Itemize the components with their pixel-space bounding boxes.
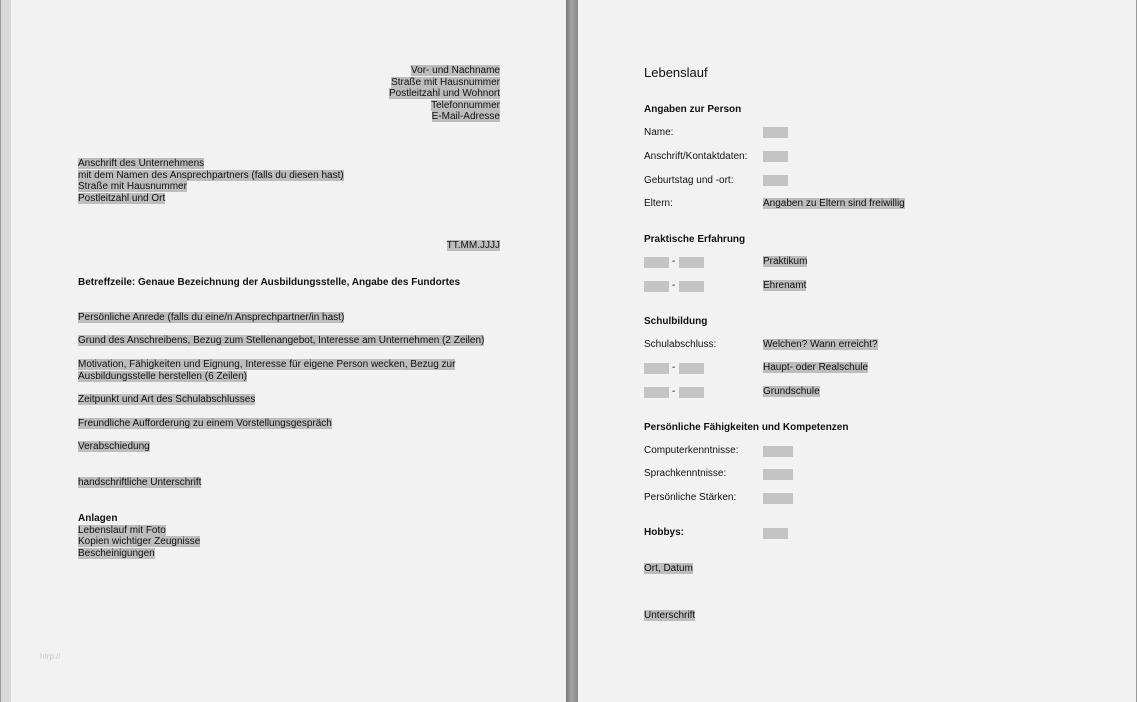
cv-signature: Unterschrift — [644, 610, 696, 621]
internship-label: Praktikum — [763, 256, 808, 267]
secondary-start-field — [644, 363, 669, 374]
secondary-end-field — [679, 363, 704, 374]
sender-name: Vor- und Nachname — [411, 65, 500, 76]
skills-heading: Persönliche Fähigkeiten und Kompetenzen — [644, 422, 849, 433]
computer-value-field — [763, 446, 793, 457]
primary-end-field — [679, 387, 704, 398]
strengths-value-field — [763, 493, 793, 504]
internship-dash: - — [672, 256, 676, 267]
parents-label: Eltern: — [644, 198, 673, 209]
primary-school-line — [763, 386, 820, 398]
volunteer-end-field — [679, 281, 704, 292]
letter-body-2-line-2: Ausbildungsstelle herstellen (6 Zeilen) — [78, 370, 247, 382]
letter-salutation: Persönliche Anrede (falls du eine/n Ansprechpartner/in hast) — [78, 312, 345, 323]
letter-body-3: Zeitpunkt und Art des Schulabschlusses — [78, 394, 256, 405]
secondary-dash: - — [672, 362, 676, 373]
volunteer-dash: - — [672, 280, 676, 291]
letter-date: TT.MM.JJJJ — [446, 240, 500, 251]
primary-school-label: Grundschule — [763, 386, 820, 397]
hobbies-value-field — [763, 528, 788, 539]
letter-signature: handschriftliche Unterschrift — [78, 477, 202, 488]
cv-title: Lebenslauf — [644, 65, 708, 80]
parents-value: Angaben zu Eltern sind freiwillig — [763, 198, 905, 209]
primary-start-field — [644, 387, 669, 398]
school-degree-line — [763, 339, 878, 351]
address-label: Anschrift/Kontaktdaten: — [644, 151, 748, 162]
letter-closing-line — [78, 441, 150, 453]
school-degree-label: Schulabschluss: — [644, 339, 717, 350]
volunteer-label: Ehrenamt — [763, 280, 807, 291]
volunteer-line — [763, 280, 806, 292]
strengths-label: Persönliche Stärken: — [644, 492, 737, 503]
internship-end-field — [679, 257, 704, 268]
letter-signature-line — [78, 477, 201, 489]
attachment-cv: Lebenslauf mit Foto — [78, 524, 166, 536]
letter-body-2-line-1: Motivation, Fähigkeiten und Eignung, Interesse für eigene Person wecken, Bezug zur — [78, 359, 456, 370]
personal-heading: Angaben zur Person — [644, 104, 742, 115]
address-value-field — [763, 151, 788, 162]
internship-line — [763, 256, 807, 268]
sender-email: E-Mail-Adresse — [431, 111, 500, 122]
letter-body-2-block — [78, 359, 455, 382]
letter-body-4: Freundliche Aufforderung zu einem Vorstellungsgespräch — [78, 418, 332, 429]
sender-phone: Telefonnummer — [431, 99, 500, 111]
letter-body-1: Grund des Anschreibens, Bezug zum Stellenangebot, Interesse am Unternehmen (2 Zeilen) — [78, 335, 485, 346]
recipient-company: Anschrift des Unternehmens — [78, 158, 205, 169]
language-value-field — [763, 469, 793, 480]
watermark: htrp:// — [40, 652, 61, 661]
parents-value-line — [763, 198, 905, 210]
letter-subject: Betreffzeile: Genaue Bezeichnung der Ausbildungsstelle, Angabe des Fundortes — [78, 277, 461, 288]
computer-label: Computerkenntnisse: — [644, 445, 739, 456]
language-label: Sprachkenntnisse: — [644, 468, 727, 479]
secondary-school-line — [763, 362, 868, 374]
attachment-certificates: Kopien wichtiger Zeugnisse — [78, 536, 201, 547]
letter-date-line — [447, 240, 500, 252]
recipient-city: Postleitzahl und Ort — [78, 192, 166, 204]
place-date-line — [644, 563, 693, 575]
name-label: Name: — [644, 127, 674, 138]
page-shadow — [1, 0, 11, 702]
sender-block — [389, 65, 500, 123]
attachments-block — [78, 513, 200, 559]
birth-label: Geburtstag und -ort: — [644, 175, 734, 186]
sender-city: Postleitzahl und Wohnort — [389, 88, 500, 99]
letter-body-1-line — [78, 335, 484, 347]
primary-dash: - — [672, 386, 676, 397]
letter-closing: Verabschiedung — [78, 441, 150, 452]
recipient-block — [78, 158, 344, 204]
recipient-contact: mit dem Namen des Ansprechpartners (falls du diesen hast) — [78, 169, 344, 181]
secondary-school-label: Haupt- oder Realschule — [763, 362, 869, 373]
letter-body-3-line — [78, 394, 255, 406]
page-gap — [566, 0, 578, 702]
volunteer-start-field — [644, 281, 669, 292]
letter-salutation-line — [78, 312, 344, 324]
school-heading: Schulbildung — [644, 316, 708, 327]
attachments-title: Anlagen — [78, 513, 118, 524]
recipient-street: Straße mit Hausnummer — [78, 181, 187, 192]
sender-street: Straße mit Hausnummer — [391, 76, 500, 88]
experience-heading: Praktische Erfahrung — [644, 234, 746, 245]
cv-signature-line — [644, 610, 695, 622]
name-value-field — [763, 127, 788, 138]
letter-body-4-line — [78, 418, 332, 430]
internship-start-field — [644, 257, 669, 268]
hobbies-label: Hobbys: — [644, 527, 684, 538]
place-date: Ort, Datum — [644, 563, 693, 574]
school-degree-value: Welchen? Wann erreicht? — [763, 339, 878, 350]
attachment-confirmations: Bescheinigungen — [78, 547, 155, 559]
birth-value-field — [763, 175, 788, 186]
